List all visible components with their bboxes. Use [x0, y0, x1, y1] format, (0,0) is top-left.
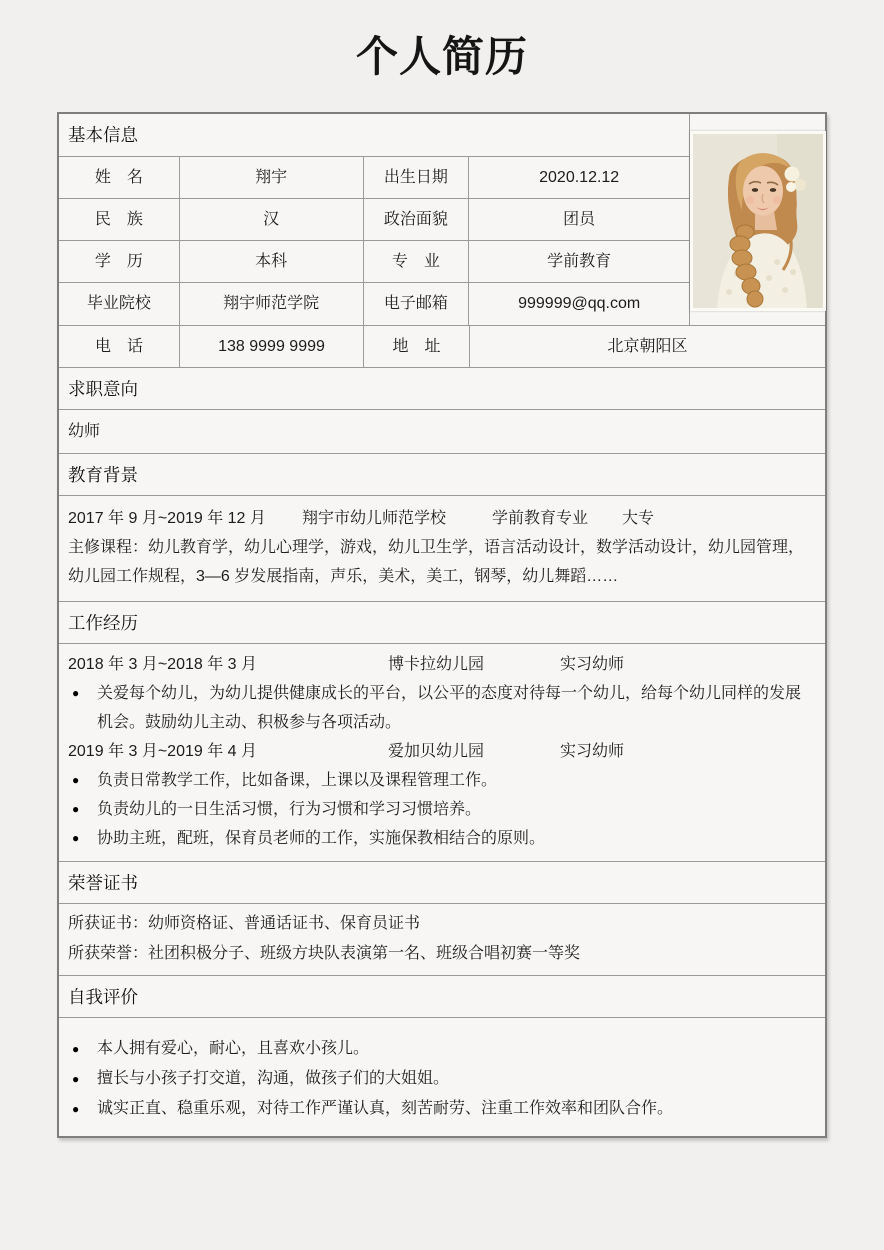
- bullet-icon: ●: [72, 686, 80, 700]
- job-bullet-text: 负责日常教学工作，比如备课，上课以及课程管理工作。: [97, 772, 498, 789]
- education-summary-line: [68, 504, 816, 533]
- bullet-icon: ●: [72, 831, 80, 845]
- birthdate-value: 2020.12.12: [539, 169, 620, 186]
- basic-info-grid: [59, 114, 690, 325]
- job-bullet: [68, 679, 816, 737]
- school-value: 翔宇师范学院: [180, 283, 364, 325]
- honors-header: 荣誉证书: [59, 862, 825, 904]
- self-eval-bullet: [68, 1034, 816, 1064]
- job-period: 2018 年 3 月~2018 年 3 月: [68, 656, 258, 673]
- job-line: [68, 737, 816, 766]
- job-bullet-text: 关爱每个幼儿，为幼儿提供健康成长的平台，以公平的态度对待每一个幼儿，给每个幼儿同样的发展机会。鼓励幼儿主动、积极参与各项活动。: [97, 685, 802, 731]
- address-label: 地 址: [364, 326, 470, 367]
- bullet-icon: ●: [72, 1042, 80, 1056]
- name-value: 翔宇: [180, 157, 364, 198]
- email-label: 电子邮箱: [364, 283, 470, 325]
- table-row-name-birth: [59, 157, 689, 199]
- job-company: 博卡拉幼儿园: [388, 656, 485, 673]
- education-major: 学前教育专业: [492, 510, 589, 527]
- job-bullet: [68, 795, 816, 824]
- basic-info-header: 基本信息: [59, 114, 689, 157]
- resume-table: [57, 112, 827, 1138]
- work-content: [59, 644, 825, 862]
- phone-value: 138 9999 9999: [180, 326, 364, 367]
- degree-label: 学 历: [59, 241, 180, 282]
- birthdate-label: 出生日期: [364, 157, 470, 198]
- email-value: 999999@qq.com: [518, 295, 641, 312]
- bullet-icon: ●: [72, 773, 80, 787]
- address-value: 北京朝阳区: [607, 338, 688, 355]
- job-role: 实习幼师: [560, 656, 625, 673]
- honors-awards-line: 所获荣誉：社团积极分子、班级方块队表演第一名、班级合唱初赛一等奖: [68, 945, 581, 962]
- job-period: 2019 年 3 月~2019 年 4 月: [68, 743, 258, 760]
- photo-cell: [690, 114, 826, 325]
- job-bullet-text: 负责幼儿的一日生活习惯，行为习惯和学习习惯培养。: [97, 801, 482, 818]
- job-bullet: [68, 824, 816, 853]
- education-header: 教育背景: [59, 454, 825, 496]
- major-label: 专 业: [364, 241, 470, 282]
- self-eval-header: 自我评价: [59, 976, 825, 1018]
- page-title: 个人简历: [355, 33, 528, 80]
- bullet-icon: ●: [72, 1072, 80, 1086]
- phone-label: 电 话: [59, 326, 180, 367]
- degree-value: 本科: [180, 241, 364, 282]
- profile-photo: [690, 131, 826, 311]
- job-intent-content: 幼师: [59, 410, 825, 454]
- basic-info-section: [59, 114, 825, 326]
- self-eval-content: [59, 1018, 825, 1136]
- ethnicity-label: 民 族: [59, 199, 180, 240]
- job-role: 实习幼师: [560, 743, 625, 760]
- self-eval-text: 擅长与小孩子打交道，沟通，做孩子们的大姐姐。: [97, 1070, 450, 1087]
- table-row-school-email: [59, 283, 689, 325]
- education-school: 翔宇市幼儿师范学校: [302, 510, 447, 527]
- job-bullet-text: 协助主班，配班，保育员老师的工作，实施保教相结合的原则。: [97, 830, 546, 847]
- education-courses: 主修课程：幼儿教育学，幼儿心理学，游戏，幼儿卫生学，语言活动设计，数学活动设计，幼儿园管理，幼儿园工作规程，3—6 岁发展指南，声乐，美术，美工，钢琴，幼儿舞蹈……: [68, 539, 805, 585]
- school-label: 毕业院校: [59, 283, 180, 325]
- job-intent-header: 求职意向: [59, 368, 825, 410]
- political-status-value: 团员: [563, 211, 596, 228]
- job-bullet: [68, 766, 816, 795]
- major-value: 学前教育: [547, 253, 612, 270]
- self-eval-bullet: [68, 1094, 816, 1124]
- table-row-degree-major: [59, 241, 689, 283]
- table-row-ethnic-political: [59, 199, 689, 241]
- self-eval-bullet: [68, 1064, 816, 1094]
- self-eval-text: 本人拥有爱心，耐心，且喜欢小孩儿。: [97, 1040, 370, 1057]
- work-header: 工作经历: [59, 602, 825, 644]
- honors-content: [59, 904, 825, 976]
- political-status-label: 政治面貌: [364, 199, 470, 240]
- ethnicity-value: 汉: [180, 199, 364, 240]
- education-degree: 大专: [622, 510, 655, 527]
- job-line: [68, 650, 816, 679]
- job-company: 爱加贝幼儿园: [388, 743, 485, 760]
- honors-certificates-line: 所获证书：幼师资格证、普通话证书、保育员证书: [68, 915, 421, 932]
- education-period: 2017 年 9 月~2019 年 12 月: [68, 510, 266, 527]
- self-eval-text: 诚实正直、稳重乐观，对待工作严谨认真，刻苦耐劳、注重工作效率和团队合作。: [97, 1100, 674, 1117]
- portrait-image: [693, 134, 823, 308]
- education-content: [59, 496, 825, 602]
- bullet-icon: ●: [72, 1102, 80, 1116]
- table-row-phone-address: [59, 326, 825, 368]
- name-label: 姓 名: [59, 157, 180, 198]
- bullet-icon: ●: [72, 802, 80, 816]
